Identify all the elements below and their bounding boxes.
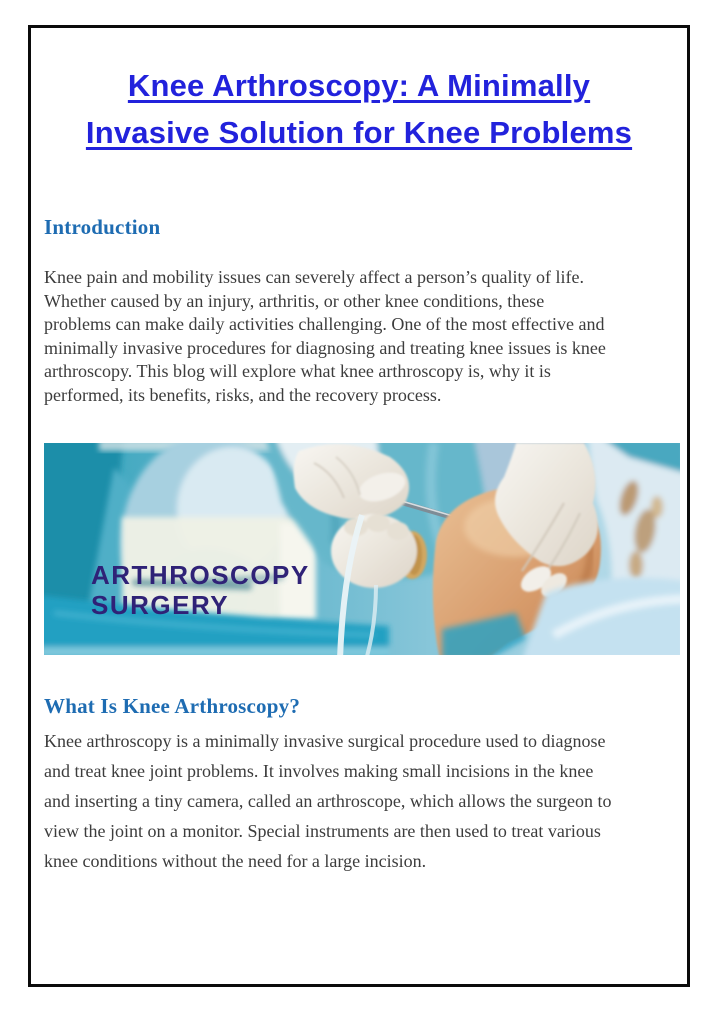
photo-caption-line1: ARTHROSCOPY [91, 560, 310, 590]
surgery-photo-figure [44, 443, 680, 655]
document-title: Knee Arthroscopy: A Minimally Invasive Solution for Knee Problems [85, 68, 633, 150]
section-heading-what-is: What Is Knee Arthroscopy? [44, 694, 301, 718]
section-heading-introduction: Introduction [44, 215, 161, 239]
arthroscopy-surgery-photo [44, 443, 680, 655]
photo-caption-line2: SURGERY [91, 590, 230, 620]
document-page [28, 25, 690, 987]
paragraph-introduction: Knee pain and mobility issues can severely affect a person’s quality of life. Whether caused by an injury, arthritis, or other knee conditions, these problems can make daily activities challenging. One of the most effective and minimally invasive procedures for diagnosing and treating knee issues is knee arthroscopy. This blog will explore what knee arthroscopy is, why it is performed, its benefits, risks, and the recovery process. [44, 267, 606, 405]
paragraph-what-is: Knee arthroscopy is a minimally invasive surgical procedure used to diagnose and treat knee joint problems. It involves making small incisions in the knee and inserting a tiny camera, called an arthroscope, which allows the surgeon to view the joint on a monitor. Special instruments are then used to treat various knee conditions without the need for a large incision. [44, 731, 612, 871]
